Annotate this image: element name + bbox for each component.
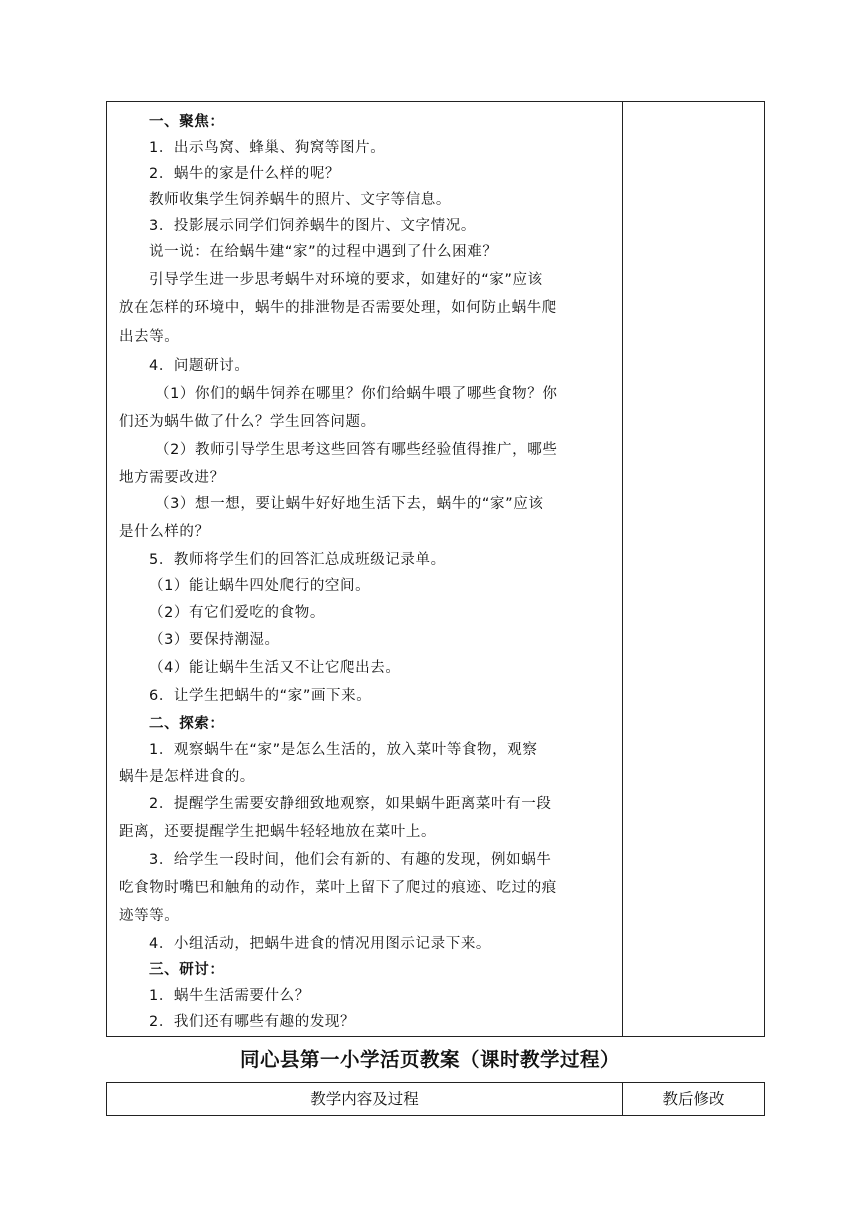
lesson-line: 吃食物时嘴巴和触角的动作，菜叶上留下了爬过的痕迹、吃过的痕 — [119, 880, 557, 896]
lesson-content-cell — [107, 102, 623, 1036]
section-heading: 一、聚焦： — [149, 114, 225, 130]
lesson-line: 引导学生进一步思考蜗牛对环境的要求，如建好的“家”应该 — [149, 272, 543, 288]
lesson-line: 2．我们还有哪些有趣的发现？ — [149, 1014, 356, 1030]
lesson-line: （1）你们的蜗牛饲养在哪里？你们给蜗牛喂了哪些食物？你 — [155, 386, 558, 402]
column-header-content: 教学内容及过程 — [107, 1083, 623, 1115]
lesson-line: （2）教师引导学生思考这些回答有哪些经验值得推广，哪些 — [155, 442, 558, 458]
page-title: 同心县第一小学活页教案（课时教学过程） — [239, 1048, 620, 1071]
lesson-line: 6．让学生把蜗牛的“家”画下来。 — [149, 688, 372, 704]
lesson-line: 1．观察蜗牛在“家”是怎么生活的，放入菜叶等食物，观察 — [149, 742, 538, 758]
lesson-line: 蜗牛是怎样进食的。 — [119, 769, 255, 785]
lesson-line: 3．给学生一段时间，他们会有新的、有趣的发现，例如蜗牛 — [149, 852, 552, 868]
lesson-line: （2）有它们爱吃的食物。 — [149, 605, 325, 621]
lesson-line: 们还为蜗牛做了什么？学生回答问题。 — [119, 414, 376, 430]
lesson-line: 距离，还要提醒学生把蜗牛轻轻地放在菜叶上。 — [119, 824, 437, 840]
lesson-line: 1．蜗牛生活需要什么？ — [149, 988, 310, 1004]
lesson-table — [106, 101, 765, 1037]
column-header-revision: 教后修改 — [662, 1090, 725, 1108]
table-header — [106, 1082, 765, 1116]
lesson-line: 教师收集学生饲养蜗牛的照片、文字等信息。 — [149, 192, 451, 208]
lesson-line: 4．问题研讨。 — [149, 358, 250, 374]
lesson-line: 2．提醒学生需要安静细致地观察，如果蜗牛距离菜叶有一段 — [149, 796, 552, 812]
section-heading: 三、研讨： — [149, 962, 225, 978]
lesson-line: 4．小组活动，把蜗牛进食的情况用图示记录下来。 — [149, 936, 492, 952]
lesson-line: （3）要保持潮湿。 — [149, 632, 280, 648]
section-heading: 二、探索： — [149, 716, 225, 732]
lesson-line: 地方需要改进？ — [119, 470, 225, 486]
lesson-line: 2．蜗牛的家是什么样的呢？ — [149, 166, 341, 182]
lesson-line: （3）想一想，要让蜗牛好好地生活下去，蜗牛的“家”应该 — [155, 496, 544, 512]
lesson-line: 1．出示鸟窝、蜂巢、狗窝等图片。 — [149, 140, 386, 156]
lesson-line: 5．教师将学生们的回答汇总成班级记录单。 — [149, 552, 446, 568]
lesson-line: 是什么样的？ — [119, 524, 210, 540]
lesson-line: （1）能让蜗牛四处爬行的空间。 — [149, 578, 371, 594]
lesson-line: 出去等。 — [119, 329, 180, 345]
lesson-line: 说一说：在给蜗牛建“家”的过程中遇到了什么困难？ — [149, 244, 498, 260]
lesson-line: 放在怎样的环境中，蜗牛的排泄物是否需要处理，如何防止蜗牛爬 — [119, 300, 557, 316]
lesson-line: （4）能让蜗牛生活又不让它爬出去。 — [149, 660, 401, 676]
lesson-line: 3．投影展示同学们饲养蜗牛的图片、文字情况。 — [149, 218, 476, 234]
lesson-line: 迹等等。 — [119, 908, 180, 924]
